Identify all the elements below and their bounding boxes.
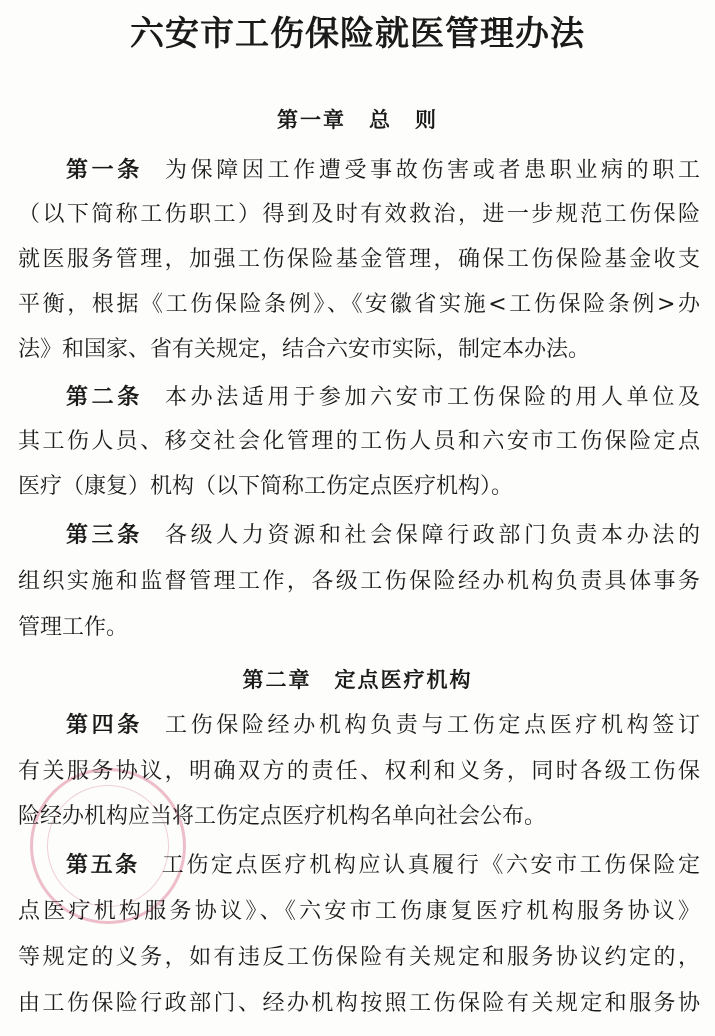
- article-3-label: 第三条: [66, 522, 143, 548]
- article-1-line-4: 平衡，根据《工伤保险条例》、《安徽省实施<工伤保险条例>办: [18, 292, 700, 317]
- article-2-line-2: 其工伤人员、移交社会化管理的工伤人员和六安市工伤保险定点: [18, 429, 700, 454]
- article-4-label: 第四条: [66, 712, 143, 738]
- article-2-line-1: 第二条 本办法适用于参加六安市工伤保险的用人单位及: [66, 384, 700, 410]
- article-4-line-2: 有关服务协议，明确双方的责任、权利和义务，同时各级工伤保: [18, 759, 700, 784]
- chapter-1-heading: 第一章 总 则: [277, 107, 438, 132]
- article-1-line-3: 就医服务管理，加强工伤保险基金管理，确保工伤保险基金收支: [18, 247, 700, 272]
- article-3-line-2: 组织实施和监督管理工作，各级工伤保险经办机构负责具体事务: [18, 569, 700, 594]
- article-5-line-3: 等规定的义务，如有违反工伤保险有关规定和服务协议约定的，: [18, 945, 700, 970]
- document-title: 六安市工伤保险就医管理办法: [130, 14, 585, 54]
- article-1-line-2: （以下简称工伤职工）得到及时有效救治，进一步规范工伤保险: [18, 202, 700, 227]
- article-1-line-5: 法》和国家、省有关规定，结合六安市实际，制定本办法。: [18, 337, 591, 362]
- article-5-label: 第五条: [66, 852, 140, 878]
- article-1-line-1: 第一条 为保障因工作遭受事故伤害或者患职业病的职工: [66, 157, 700, 183]
- article-5-line-1: 第五条 工伤定点医疗机构应认真履行《六安市工伤保险定: [66, 852, 700, 878]
- chapter-2-heading: 第二章 定点医疗机构: [242, 667, 473, 692]
- article-3-line-3: 管理工作。: [18, 615, 129, 640]
- article-4-line-3: 险经办机构应当将工伤定点医疗机构名单向社会公布。: [18, 804, 547, 829]
- article-4-line-1: 第四条 工伤保险经办机构负责与工伤定点医疗机构签订: [66, 712, 700, 738]
- article-5-line-2: 点医疗机构服务协议》、《六安市工伤康复医疗机构服务协议》: [18, 899, 700, 924]
- article-2-line-3: 医疗（康复）机构（以下简称工伤定点医疗机构）。: [18, 474, 514, 499]
- article-5-line-4: 由工伤保险行政部门、经办机构按照工伤保险有关规定和服务协: [18, 991, 700, 1016]
- article-1-label: 第一条: [66, 157, 143, 183]
- article-3-line-1: 第三条 各级人力资源和社会保障行政部门负责本办法的: [66, 522, 700, 548]
- article-2-label: 第二条: [66, 384, 143, 410]
